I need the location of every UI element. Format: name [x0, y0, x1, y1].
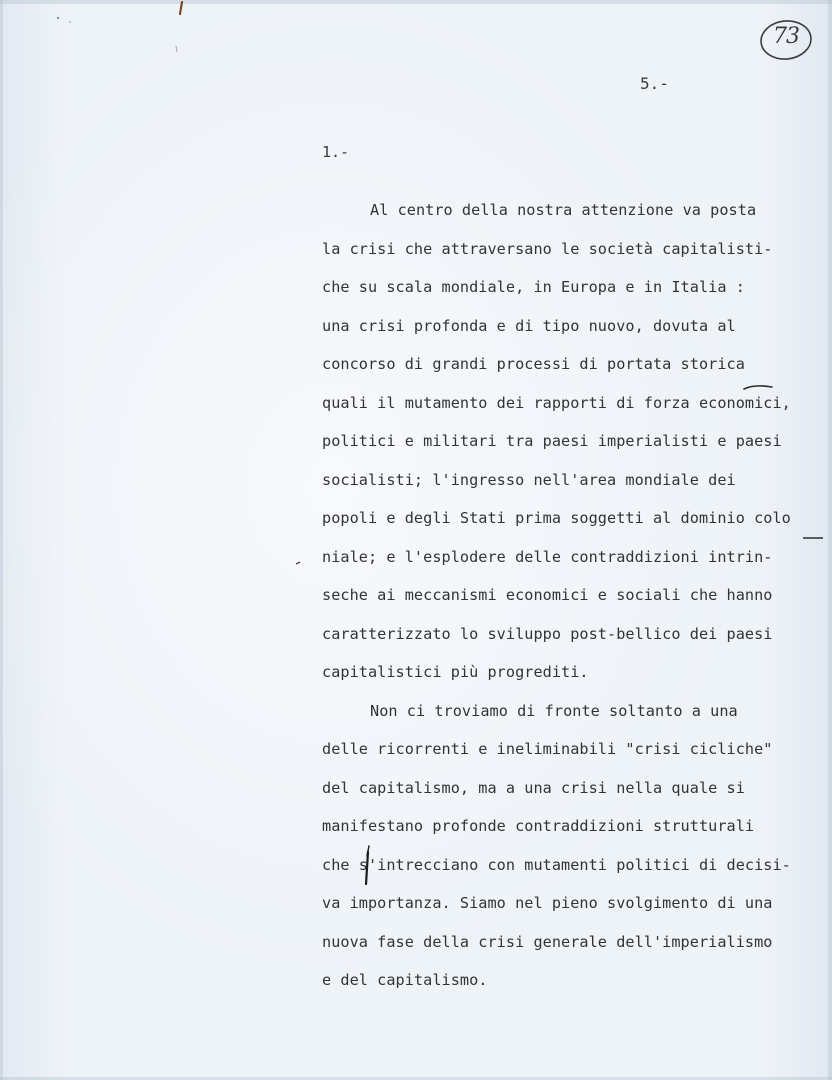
- ink-mark-icon: [170, 0, 190, 60]
- text-line: e del capitalismo.: [322, 971, 488, 989]
- text-line: seche ai meccanismi economici e sociali che hanno: [322, 586, 773, 604]
- margin-dot-icon: [294, 558, 304, 568]
- text-line: manifestano profonde contraddizioni strutturali: [322, 817, 755, 835]
- apostrophe-insert-icon: [360, 844, 376, 886]
- page-edge-right: [828, 0, 832, 1080]
- text-line: la crisi che attraversano le società capitalisti-: [322, 239, 773, 258]
- text-line: politici e militari tra paesi imperialisti e paesi: [322, 432, 782, 450]
- text-line: Al centro della nostra attenzione va posta: [370, 201, 757, 219]
- folio-stamp: [758, 18, 814, 62]
- page-number: 5.-: [640, 74, 669, 93]
- text-line: va importanza. Siamo nel pieno svolgimento di una: [322, 894, 773, 912]
- text-line: del capitalismo, ma a una crisi nella quale si: [322, 778, 745, 797]
- text-line: quali il mutamento dei rapporti di forza economici,: [322, 393, 791, 412]
- text-line: delle ricorrenti e ineliminabili "crisi cicliche": [322, 740, 773, 758]
- text-line: Non ci troviamo di fronte soltanto a una: [370, 701, 738, 720]
- page-edge-left: [0, 0, 3, 1080]
- text-line: popoli e degli Stati prima soggetti al dominio colo: [322, 509, 791, 527]
- section-number: 1.-: [322, 143, 350, 161]
- text-line: che s'intrecciano con mutamenti politici di decisi-: [322, 855, 791, 874]
- text-line: che su scala mondiale, in Europa e in Italia :: [322, 278, 745, 296]
- text-line: nuova fase della crisi generale dell'imperialismo: [322, 932, 773, 951]
- underline-mark-icon: [802, 534, 826, 542]
- text-line: capitalistici più progrediti.: [322, 663, 589, 681]
- text-line: niale; e l'esplodere delle contraddizioni intrin-: [322, 547, 773, 566]
- text-line: una crisi profonda e di tipo nuovo, dovuta al: [322, 316, 736, 335]
- text-line: caratterizzato lo sviluppo post-bellico dei paesi: [322, 624, 773, 643]
- speck-icon: [50, 10, 90, 30]
- page-edge-top: [0, 0, 832, 4]
- folio-number: 73: [773, 24, 799, 49]
- typed-text-body: [322, 198, 822, 1007]
- text-line: socialisti; l'ingresso nell'area mondiale dei: [322, 470, 736, 489]
- correction-dash-icon: [742, 380, 776, 394]
- text-line: concorso di grandi processi di portata storica: [322, 355, 745, 373]
